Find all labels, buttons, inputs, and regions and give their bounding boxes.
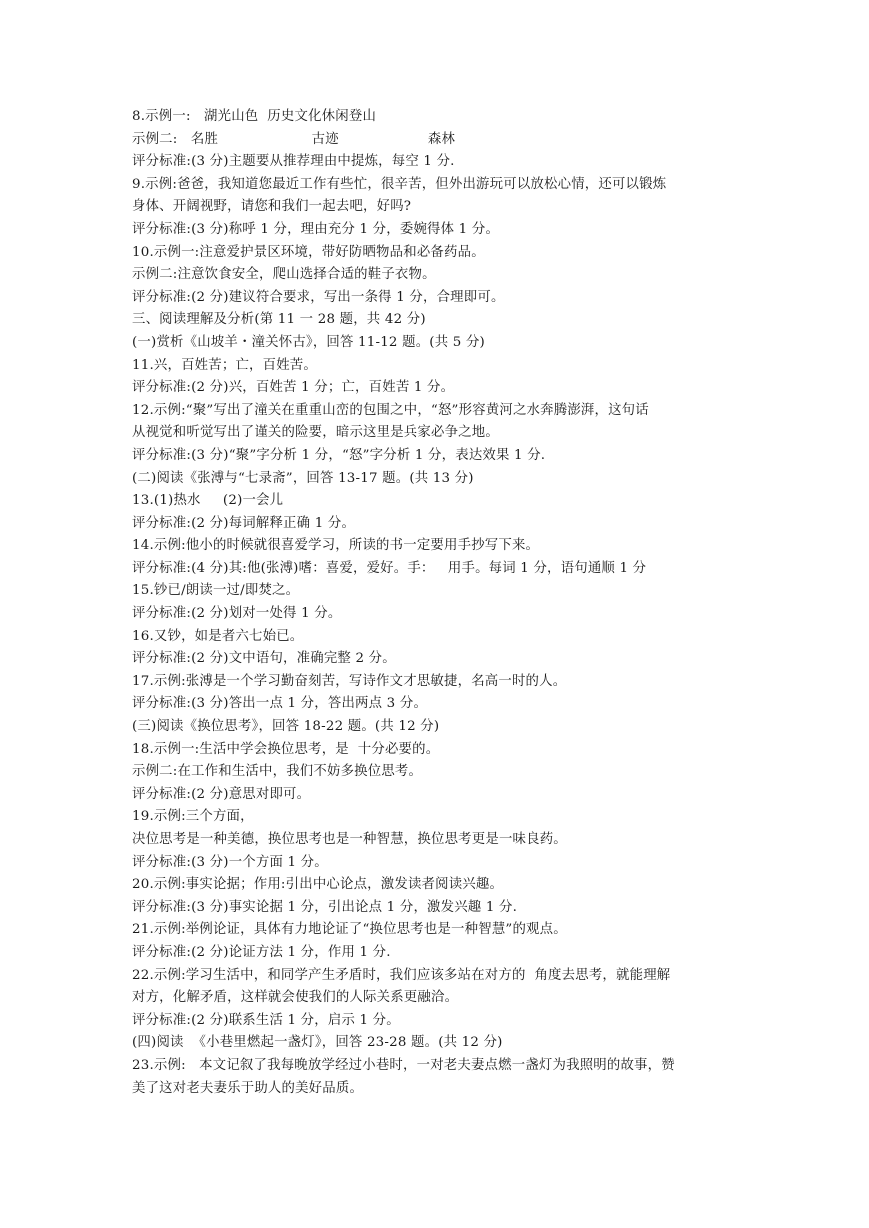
text-line: 10.示例一:注意爱护景区环境，带好防晒物品和必备药品。 <box>132 244 485 260</box>
text-line: 评分标准:(2 分)论证方法 1 分，作用 1 分. <box>132 944 391 960</box>
text-line: 评分标准:(3 分)主题要从推荐理由中提炼，每空 1 分. <box>132 154 455 170</box>
text-line: (二)阅读《张溥与“七录斋”，回答 13-17 题。(共 13 分) <box>132 470 474 486</box>
text-line: (一)赏析《山坡羊・潼关怀古》，回答 11-12 题。(共 5 分) <box>132 334 485 350</box>
text-line: 17.示例:张溥是一个学习勤奋刻苦，写诗作文才思敏捷，名高一时的人。 <box>132 673 567 689</box>
text-line: 示例二:注意饮食安全，爬山选择合适的鞋子衣物。 <box>132 267 436 283</box>
text-line: 评分标准:(3 分)一个方面 1 分。 <box>132 854 328 870</box>
text-line: 19.示例:三个方面， <box>132 809 254 825</box>
text-line: 9.示例:爸爸，我知道您最近工作有些忙，很辛苦，但外出游玩可以放松心情，还可以锻炼 <box>132 176 667 192</box>
text-line: 16.又钞，如是者六七始已。 <box>132 628 304 644</box>
text-line: 评分标准:(2 分)兴，百姓苦 1 分；亡，百姓苦 1 分。 <box>132 380 455 396</box>
text-line: (三)阅读《换位思考》，回答 18-22 题。(共 12 分) <box>132 719 440 735</box>
document-page <box>132 106 752 1100</box>
text-line: 三、阅读理解及分析(第 11 一 28 题，共 42 分) <box>132 312 426 328</box>
text-line: 决位思考是一种美德，换位思考也是一种智慧，换位思考更是一味良药。 <box>132 832 567 847</box>
text-line: 示例二: 名胜 古迹 森林 <box>132 131 456 147</box>
text-line: 评分标准:(2 分)建议符合要求，写出一条得 1 分，合理即可。 <box>132 289 505 305</box>
text-line: 评分标准:(2 分)每词解释正确 1 分。 <box>132 515 356 531</box>
text-line: 评分标准:(2 分)意思对即可。 <box>132 786 311 802</box>
text-line: 评分标准:(3 分)称呼 1 分，理由充分 1 分，委婉得体 1 分。 <box>132 221 500 237</box>
text-line: 12.示例:“聚”写出了潼关在重重山峦的包围之中，“怒”形容黄河之水奔腾澎湃，这句话 <box>132 402 649 418</box>
text-line: 22.示例:学习生活中，和同学产生矛盾时，我们应该多站在对方的 角度去思考，就能理解 <box>132 967 671 983</box>
text-line: 评分标准:(4 分)其:他(张溥)嗜：喜爱，爱好。手： 用手。每词 1 分，语句通顺 1 分 <box>132 560 647 576</box>
text-line: 评分标准:(3 分)事实论据 1 分，引出论点 1 分，激发兴趣 1 分. <box>132 899 518 915</box>
text-line: 示例二:在工作和生活中，我们不妨多换位思考。 <box>132 764 423 780</box>
text-line: 8.示例一: 湖光山色 历史文化休闲登山 <box>132 109 377 124</box>
text-line: 评分标准:(2 分)划对一处得 1 分。 <box>132 606 342 622</box>
text-line: 评分标准:(3 分)“聚”字分析 1 分，“怒”字分析 1 分，表达效果 1 分. <box>132 447 546 463</box>
text-line: 评分标准:(2 分)联系生活 1 分，启示 1 分。 <box>132 1012 400 1028</box>
text-line: 15.钞已/朗读一过/即焚之。 <box>132 583 300 599</box>
text-line: 13.(1)热水 (2)一会儿 <box>132 493 284 509</box>
text-line: 美了这对老夫妻乐于助人的美好品质。 <box>132 1080 364 1096</box>
text-line: 评分标准:(3 分)答出一点 1 分，答出两点 3 分。 <box>132 696 428 712</box>
text-line: 18.示例一:生活中学会换位思考，是 十分必要的。 <box>132 741 440 757</box>
text-line: (四)阅读 《小巷里燃起一盏灯》，回答 23-28 题。(共 12 分) <box>132 1035 503 1051</box>
text-line: 20.示例:事实论据；作用:引出中心论点，激发读者阅读兴趣。 <box>132 877 504 893</box>
text-line: 23.示例: 本文记叙了我每晚放学经过小巷时，一对老夫妻点燃一盏灯为我照明的故事，赞 <box>132 1057 675 1073</box>
text-line: 从视觉和听觉写出了谨关的险要，暗示这里是兵家必争之地。 <box>132 425 499 441</box>
text-line: 21.示例:举例论证，具体有力地论证了“换位思考也是一种智慧”的观点。 <box>132 922 567 938</box>
text-line: 身体、开阔视野，请您和我们一起去吧，好吗? <box>132 199 412 215</box>
text-line: 评分标准:(2 分)文中语句，准确完整 2 分。 <box>132 651 396 667</box>
text-line: 对方，化解矛盾，这样就会使我们的人际关系更融洽。 <box>132 990 459 1006</box>
text-line: 14.示例:他小的时候就很喜爱学习，所读的书一定要用手抄写下来。 <box>132 538 540 554</box>
text-line: 11.兴，百姓苦；亡，百姓苦。 <box>132 357 317 373</box>
